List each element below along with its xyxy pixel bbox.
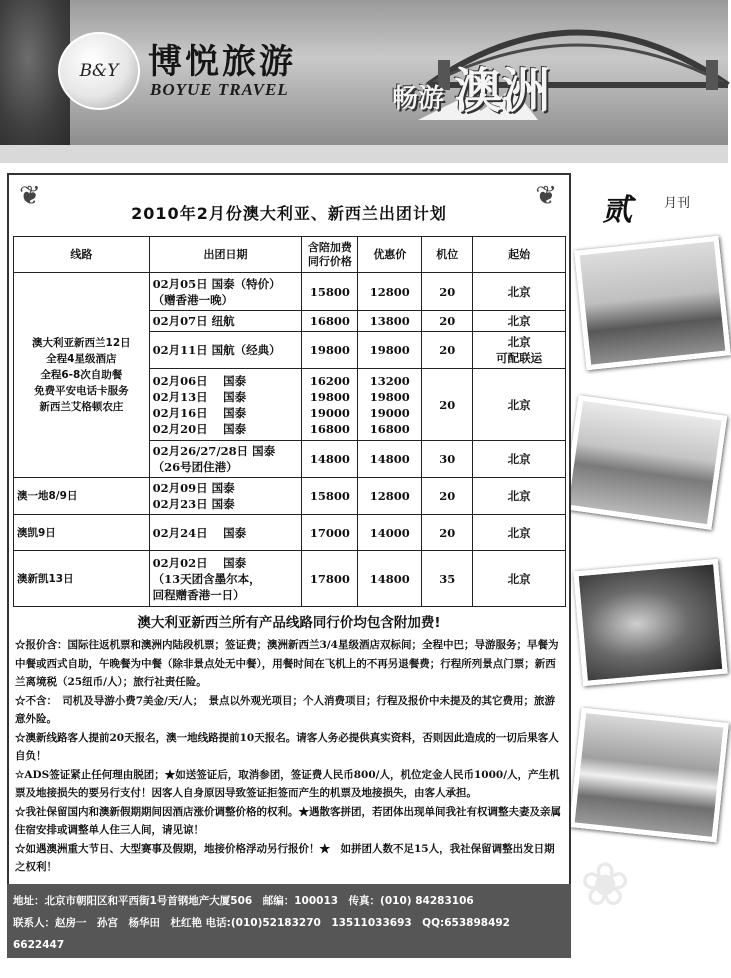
note-visa: ☆ADS签证紧止任何理由脱团；★如送签证后，取消参团，签证费人民币800/人，机位定金人民币1000/人，产生机票及地接损失的要另行支付！因客人自身原因导致签证拒签而产生的机票及地接损失，由客人承担。: [15, 768, 560, 799]
header-band: [0, 145, 728, 163]
footer-address: 地址：北京市朝阳区和平西街1号首钢地产大厦506 邮编：100013 传真：(010) 84283106: [13, 895, 474, 907]
col-header-dates: 出团日期: [149, 237, 302, 273]
sydney-skyline-photo: [574, 236, 731, 370]
dates-cell: 02月02日 国泰 （13天团含墨尔本， 回程赠香港一日）: [149, 551, 302, 607]
price-cell: 15800: [302, 478, 358, 515]
origin-cell: 北京: [473, 441, 566, 478]
contact-footer: [7, 884, 571, 973]
right-ornament-icon: ❦: [535, 181, 557, 211]
route-cell: 澳新凯13日: [14, 551, 150, 607]
col-header-route: 线路: [14, 237, 150, 273]
seats-cell: 20: [422, 273, 473, 311]
discount-cell: 13800: [358, 311, 422, 332]
tour-schedule-frame: [7, 173, 571, 900]
header-banner: [0, 0, 728, 145]
discount-cell: 14000: [358, 515, 422, 551]
origin-cell: 北京: [473, 478, 566, 515]
seats-cell: 20: [422, 311, 473, 332]
left-ornament-icon: ❦: [19, 181, 41, 211]
table-row: [14, 551, 566, 607]
dates-cell: 02月09日 国泰 02月23日 国泰: [149, 478, 302, 515]
origin-cell: 北京: [473, 369, 566, 441]
col-header-price: 含陪加费 同行价格: [302, 237, 358, 273]
origin-cell: 北京: [473, 551, 566, 607]
government-building-photo: [569, 708, 729, 843]
dates-cell: 02月05日 国泰（特价） （赠香港一晚）: [149, 273, 302, 311]
dates-cell: 02月06日 国泰 02月13日 国泰 02月16日 国泰 02月20日 国泰: [149, 369, 302, 441]
reef-fish-photo: [573, 559, 727, 686]
dates-cell: 02月07日 纽航: [149, 311, 302, 332]
discount-cell: 19800: [358, 332, 422, 369]
discount-cell: 13200 19800 19000 16800: [358, 369, 422, 441]
origin-cell: 北京: [473, 311, 566, 332]
price-notice: 澳大利亚新西兰所有产品线路同行价均包含附加费!: [137, 615, 441, 631]
price-cell: 19800: [302, 332, 358, 369]
seats-cell: 20: [422, 369, 473, 441]
price-cell: 17000: [302, 515, 358, 551]
table-row: [14, 478, 566, 515]
logo-text: B&Y: [79, 61, 119, 81]
price-cell: 17800: [302, 551, 358, 607]
slogan-small: 畅游: [392, 84, 445, 114]
seats-cell: 20: [422, 515, 473, 551]
brand-name-english: BOYUE TRAVEL: [150, 80, 289, 99]
col-header-discount: 优惠价: [358, 237, 422, 273]
note-included: ☆报价含：国际往返机票和澳洲内陆段机票；签证费；澳洲新西兰3/4星级酒店双标间；全程中巴；导游服务；早餐为中餐或西式自助，午晚餐为中餐（除非景点处无中餐），用餐时间在飞机上的不再另退餐费；行程所列景点门票；新西兰离境税（25纽币/人）；旅行社责任险。: [15, 639, 559, 688]
discount-cell: 12800: [358, 273, 422, 311]
col-header-seats: 机位: [422, 237, 473, 273]
terms-notes: [15, 636, 563, 877]
col-header-origin: 起始: [473, 237, 566, 273]
seats-cell: 35: [422, 551, 473, 607]
discount-cell: 12800: [358, 478, 422, 515]
footer-contacts: 联系人：赵房一 孙宫 杨华田 杜红艳 电话:(010)52183270 13511033693 QQ:653898492 6622447: [13, 917, 521, 951]
kangaroo-field-photo: [563, 395, 728, 530]
price-cell: 14800: [302, 441, 358, 478]
note-excluded: ☆不含： 司机及导游小费7美金/天/人； 景点以外观光项目；个人消费项目；行程及报价中未提及的其它费用；旅游意外险。: [15, 694, 555, 725]
table-row: [14, 273, 566, 311]
price-cell: 16200 19800 19000 16800: [302, 369, 358, 441]
slogan: [392, 52, 550, 121]
discount-cell: 14800: [358, 441, 422, 478]
origin-cell: 北京 可配联运: [473, 332, 566, 369]
table-header-row: [14, 237, 566, 273]
route-cell: 澳大利亚新西兰12日 全程4星级酒店 全程6-8次自助餐 免费平安电话卡服务 新西兰艾格顿农庄: [14, 273, 150, 478]
seats-cell: 20: [422, 332, 473, 369]
brand-name-chinese: 博悦旅游: [148, 42, 296, 82]
dates-cell: 02月11日 国航（经典）: [149, 332, 302, 369]
page-title: 2010年2月份澳大利亚、新西兰出团计划: [131, 204, 447, 223]
price-cell: 16800: [302, 311, 358, 332]
note-registration: ☆澳新线路客人提前20天报名，澳一地线路提前10天报名。请客人务必提供真实资料，否则因此造成的一切后果客人自负！: [15, 731, 559, 762]
note-holidays: ☆如遇澳洲重大节日、大型赛事及假期，地接价格浮动另行报价！★ 如拼团人数不足15人，我社保留调整出发日期之权利！: [15, 842, 555, 873]
slogan-big: 澳洲: [454, 63, 551, 119]
route-cell: 澳凯9日: [14, 515, 150, 551]
issue-number: 贰: [602, 193, 632, 228]
discount-cell: 14800: [358, 551, 422, 607]
origin-cell: 北京: [473, 273, 566, 311]
decorative-watermark: ❀: [580, 850, 631, 920]
dates-cell: 02月26/27/28日 国泰 （26号团住港）: [149, 441, 302, 478]
table-row: [14, 515, 566, 551]
seats-cell: 30: [422, 441, 473, 478]
price-cell: 15800: [302, 273, 358, 311]
company-logo: [58, 32, 140, 110]
tour-schedule-table: [13, 236, 566, 607]
issue-label: 月刊: [664, 196, 691, 211]
route-cell: 澳一地8/9日: [14, 478, 150, 515]
note-pricing-rights: ☆我社保留国内和澳新假期期间因酒店涨价调整价格的权利。★遇散客拼团，若团体出现单间我社有权调整夫妻及亲属住宿安排或调整单人住三人间，请见谅！: [15, 805, 561, 836]
footer-msn: MSN: angel850131@hotmail.com: [13, 961, 209, 973]
dates-cell: 02月24日 国泰: [149, 515, 302, 551]
seats-cell: 20: [422, 478, 473, 515]
origin-cell: 北京: [473, 515, 566, 551]
